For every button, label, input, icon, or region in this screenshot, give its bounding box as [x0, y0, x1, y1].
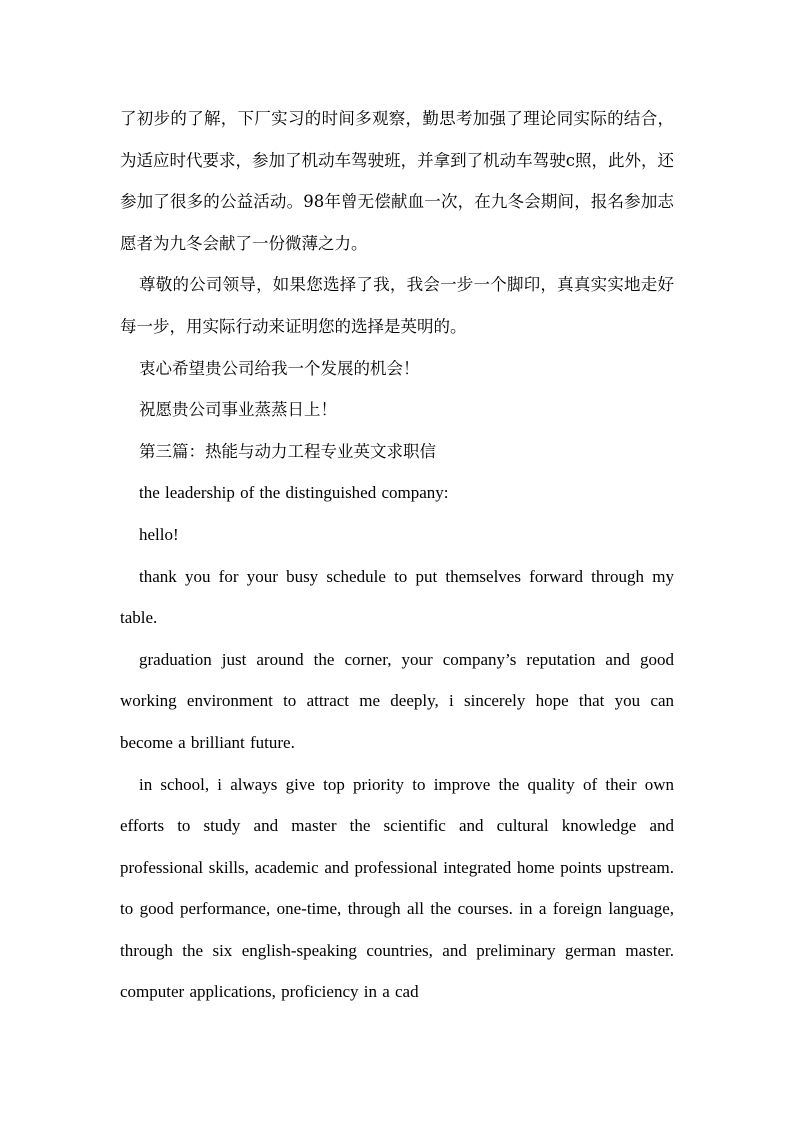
paragraph-graduation: graduation just around the corner, your company’s reputation and good working environment to attract me deeply, i sincerely hope that you can become a brilliant future.: [120, 649, 674, 752]
document-body: [120, 98, 674, 1013]
letter-greeting: hello!: [139, 524, 179, 544]
paragraph-closing-statement: 尊敬的公司领导，如果您选择了我，我会一步一个脚印，真真实实地走好每一步，用实际行动来证明您的选择是英明的。: [120, 275, 674, 336]
paragraph-wish-prosperity: 祝愿贵公司事业蒸蒸日上！: [139, 400, 337, 420]
section-heading: 第三篇：热能与动力工程专业英文求职信: [139, 441, 436, 461]
paragraph-hope-opportunity: 衷心希望贵公司给我一个发展的机会！: [139, 358, 420, 378]
paragraph-school-study: in school, i always give top priority to improve the quality of their own efforts to study and master the scientific and cultural knowledge and professional skills, academic and professional integrated home points upstream. to good performance, one-time, through all the courses. in a foreign language, through the six english-speaking countries, and preliminary german master. computer applications, proficiency in a cad: [120, 774, 674, 1002]
paragraph-thanks: thank you for your busy schedule to put themselves forward through my table.: [120, 566, 674, 628]
letter-salutation: the leadership of the distinguished company:: [139, 483, 449, 503]
paragraph-internship-experience: 了初步的了解，下厂实习的时间多观察，勤思考加强了理论同实际的结合，为适应时代要求，参加了机动车驾驶班，并拿到了机动车驾驶c照，此外，还参加了很多的公益活动。98年曾无偿献血一次，在九冬会期间，报名参加志愿者为九冬会献了一份微薄之力。: [120, 109, 674, 253]
